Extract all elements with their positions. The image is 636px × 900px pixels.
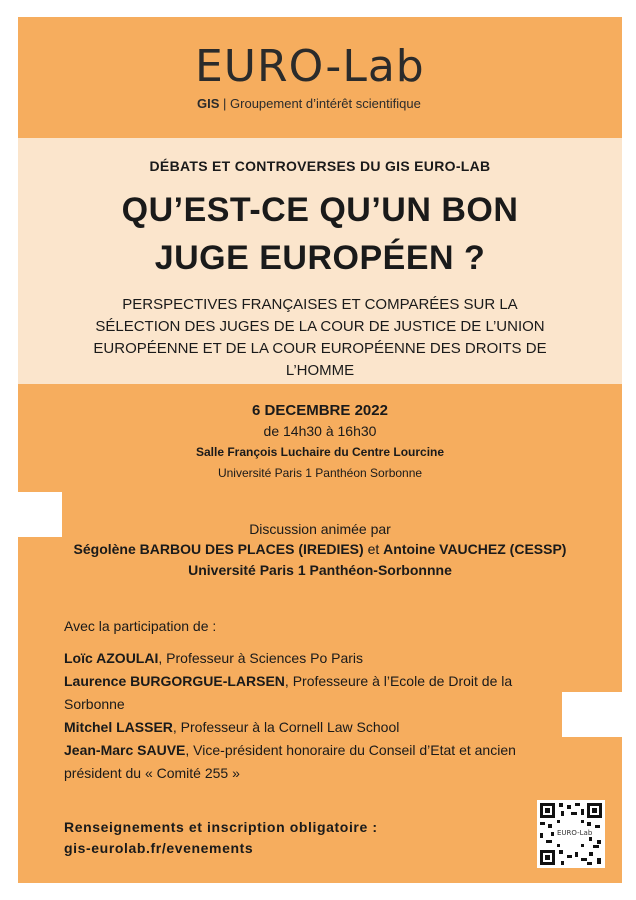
event-date: 6 DECEMBRE 2022 [252,402,388,419]
contact-info [64,817,378,859]
moderator-connector: et [363,541,384,557]
title-line-2: JUGE EUROPÉEN ? [154,239,486,277]
event-time: de 14h30 à 16h30 [263,423,377,439]
participant-name: Loïc AZOULAI [64,650,159,666]
event-university: Université Paris 1 Panthéon Sorbonne [217,466,423,480]
participant-role: , Vice-président honoraire du Conseil d’Etat et ancien président du « Comité 255 » [64,742,516,781]
subtitle: PERSPECTIVES FRANÇAISES ET COMPARÉES SUR LA SÉLECTION DES JUGES DE LA COUR DE JUSTICE DE L’UNION EUROPÉENNE ET DE LA COUR EUROPÉENNE DES DROITS DE L’HOMME [93,296,547,379]
contact-line-1: Renseignements et inscription obligatoire : [64,819,378,835]
participant-role: , Professeur à Sciences Po Paris [158,650,364,666]
right-white-tab [562,692,622,737]
participant-item [64,739,554,785]
participant-name: Mitchel LASSER [64,719,173,735]
participant-role: , Professeur à la Cornell Law School [172,719,400,735]
discussion-intro: Discussion animée par [249,521,391,537]
moderator-2: Antoine VAUCHEZ (CESSP) [383,541,567,557]
participant-item [64,716,554,739]
participant-name: Laurence BURGORGUE-LARSEN [64,673,285,689]
participant-role: , Professeure à l’Ecole de Droit de la Sorbonne [64,673,513,712]
moderators [18,541,622,557]
logo-tagline [197,96,421,111]
qr-label: EURO-Lab [557,829,593,837]
participation-intro: Avec la participation de : [64,618,217,634]
discussion-university: Université Paris 1 Panthéon-Sorbonnne [188,562,452,578]
eurolab-logo [195,42,445,122]
logo-gis: GIS [197,96,220,111]
logo-tagline-text: | Groupement d’intérêt scientifique [223,96,421,111]
moderator-1: Ségolène BARBOU DES PLACES (IREDIES) [73,541,364,557]
contact-link[interactable]: gis-eurolab.fr/evenements [64,840,254,856]
series-kicker: DÉBATS ET CONTROVERSES DU GIS EURO-LAB [149,158,491,174]
page-title [18,186,622,282]
participant-name: Jean-Marc SAUVE [64,742,186,758]
qr-code[interactable] [537,800,605,868]
participant-item [64,670,554,716]
participant-item [64,647,554,670]
participant-list [64,647,554,785]
title-line-1: QU’EST-CE QU’UN BON [121,191,519,229]
event-room: Salle François Luchaire du Centre Lourcine [195,445,445,459]
logo-wordmark: EURO-Lab [195,41,425,92]
